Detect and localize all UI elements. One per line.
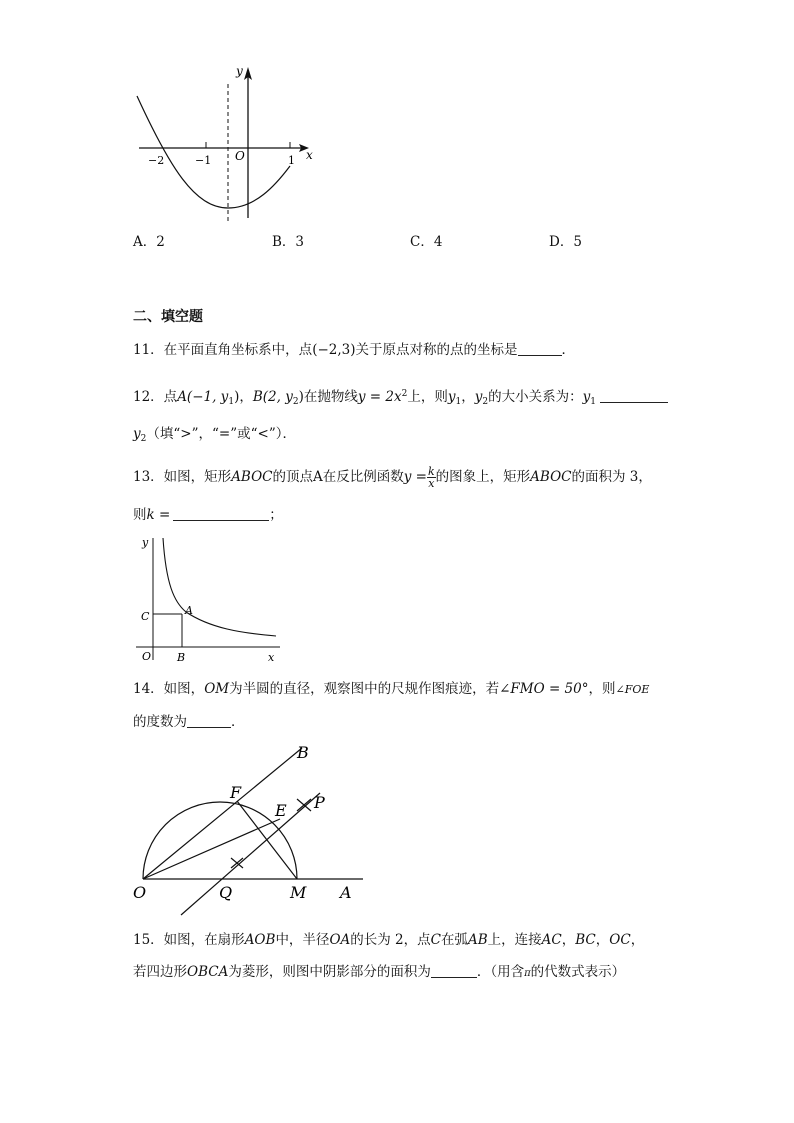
sector-aob: AOB: [244, 932, 276, 948]
segment-bc: BC: [575, 932, 596, 948]
option-d: [549, 232, 582, 252]
var-k: k =: [146, 507, 171, 523]
hyperbola-curve: [163, 538, 276, 636]
paren: ): [234, 389, 240, 405]
q15-text-3: 的长为 2，点: [350, 932, 431, 948]
angle-fmo: ∠FMO = 50°: [499, 681, 589, 697]
pi-symbol: π: [524, 968, 531, 979]
label-q: Q: [219, 883, 233, 902]
q13-text-2: 的顶点A在反比例函数: [272, 469, 404, 485]
q13-text: 13．如图，矩形: [133, 469, 232, 485]
label-o: O: [142, 650, 152, 663]
sep: ，: [239, 389, 253, 405]
answer-blank[interactable]: [431, 963, 477, 978]
point-c: C: [430, 932, 441, 948]
q12-point-a: A(−1, y: [177, 389, 229, 405]
semicircle-arc: [143, 802, 297, 879]
x-axis-label: x: [306, 148, 313, 162]
q12-text: 12．点: [133, 389, 178, 405]
rhombus-obca: OBCA: [187, 964, 229, 980]
q12-text-2: 在抛物线: [303, 389, 358, 405]
q15-text-8: ．（用含: [476, 964, 525, 980]
segment-oc: OC: [609, 932, 631, 948]
paren: ): [298, 389, 304, 405]
denominator: x: [428, 477, 435, 490]
shape-name: ABOC: [231, 469, 273, 485]
segment-oe: [143, 819, 280, 879]
label-x: x: [268, 651, 275, 664]
q14-end: ．: [231, 714, 245, 730]
label-e: E: [275, 801, 287, 820]
origin-label: O: [235, 149, 245, 163]
question-12: [133, 384, 668, 412]
question-12-line2: [133, 424, 296, 449]
option-c: [410, 232, 442, 252]
q11-end: ．: [561, 342, 576, 358]
segment-ac: AC: [541, 932, 562, 948]
label-c: C: [141, 610, 150, 623]
q14-text-3: ，则: [588, 681, 616, 697]
label-f: F: [230, 783, 242, 802]
subscript: 1: [455, 397, 462, 407]
q13-text-3: 的图象上，矩形: [435, 469, 531, 485]
question-15-line2: [133, 962, 625, 984]
subscript: 1: [228, 397, 235, 407]
label-b: B: [297, 743, 309, 762]
hyperbola-figure: [130, 532, 290, 668]
subscript: 2: [292, 397, 299, 407]
question-13: [133, 466, 652, 489]
q15-text-7: 为菱形，则图中阴影部分的面积为: [228, 964, 431, 980]
option-b: [272, 232, 304, 252]
label-o: O: [133, 883, 147, 902]
q13-func: y =: [403, 469, 427, 485]
question-14-line2: [133, 712, 245, 732]
option-letter: D．: [549, 234, 574, 250]
subscript: 2: [482, 397, 489, 407]
subscript: 2: [140, 434, 147, 444]
option-value: 2: [156, 234, 165, 250]
question-13-line2: [133, 505, 283, 525]
tick-label-1: 1: [288, 154, 295, 167]
question-11: [133, 340, 575, 360]
q14-text-4: 的度数为: [133, 714, 187, 730]
q13-text-4: 的面积为 3，: [571, 469, 652, 485]
q11-text-2: 关于原点对称的点的坐标是: [355, 342, 518, 358]
q13-end: ；: [269, 507, 283, 523]
section-title: 二、填空题: [133, 309, 203, 325]
option-a: [133, 232, 165, 252]
shape-name: ABOC: [530, 469, 572, 485]
superscript: 2: [401, 389, 408, 399]
numerator: k: [428, 465, 435, 478]
arc-mark-p: [297, 799, 311, 811]
q11-text: 11．在平面直角坐标系中，点: [133, 342, 313, 358]
q12-fill-hint: （填“>”，“=”或“<”）．: [146, 426, 296, 442]
option-value: 3: [295, 234, 305, 250]
label-m: M: [290, 883, 307, 902]
var-y: y: [447, 389, 456, 405]
y-axis-label: y: [236, 64, 243, 78]
question-14: [133, 679, 649, 700]
answer-blank[interactable]: [518, 341, 562, 356]
tick-label-neg2: −2: [148, 154, 165, 167]
label-a: A: [340, 883, 352, 902]
q14-text-2: 为半圆的直径，观察图中的尺规作图痕迹，若: [229, 681, 500, 697]
subscript: 1: [590, 397, 596, 407]
q14-text: 14．如图，: [133, 681, 205, 697]
q15-text: 15．如图，在扇形: [133, 932, 245, 948]
q12-point-b: B(2, y: [252, 389, 293, 405]
segment-om: OM: [204, 681, 230, 697]
q12-equation: y = 2x: [357, 389, 402, 405]
q15-text-4: 在弧: [441, 932, 468, 948]
q13-text-5: 则: [133, 507, 147, 523]
segment-oa: OA: [329, 932, 351, 948]
var-y: y: [474, 389, 483, 405]
label-p: P: [314, 793, 325, 812]
q15-text-2: 中，半径: [275, 932, 330, 948]
q15-text-6: 若四边形: [133, 964, 187, 980]
answer-blank[interactable]: [187, 713, 231, 728]
q11-point: (−2,3): [312, 342, 356, 358]
semicircle-construction-figure: [125, 738, 370, 920]
q15-text-9: 的代数式表示）: [530, 964, 626, 980]
option-letter: A．: [133, 234, 157, 250]
parabola-figure: [125, 58, 325, 228]
option-letter: B．: [272, 234, 296, 250]
tick-label-neg1: −1: [195, 154, 212, 167]
option-value: 4: [433, 234, 443, 250]
answer-blank[interactable]: [173, 506, 269, 521]
question-15: 15．如图，在扇形AOB中，半径OA的长为 2，点C在弧AB上，连接AC，BC，OC，: [133, 932, 645, 948]
var-y: y: [582, 389, 591, 405]
label-b: B: [177, 651, 186, 664]
label-a: A: [185, 604, 193, 617]
answer-blank[interactable]: [600, 388, 668, 403]
option-value: 5: [573, 234, 582, 250]
label-y: y: [142, 536, 149, 549]
parabola-curve: [137, 96, 290, 208]
angle-foe: ∠FOE: [615, 683, 650, 696]
sep: ，: [461, 389, 475, 405]
var-y: y: [133, 426, 141, 442]
arc-ab: AB: [468, 932, 488, 948]
option-letter: C．: [410, 234, 434, 250]
q12-text-4: 的大小关系为：: [488, 389, 583, 405]
q12-text-3: 上，则: [407, 389, 448, 405]
fraction-k-over-x: [427, 466, 436, 489]
q15-text-5: 上，连接: [487, 932, 542, 948]
